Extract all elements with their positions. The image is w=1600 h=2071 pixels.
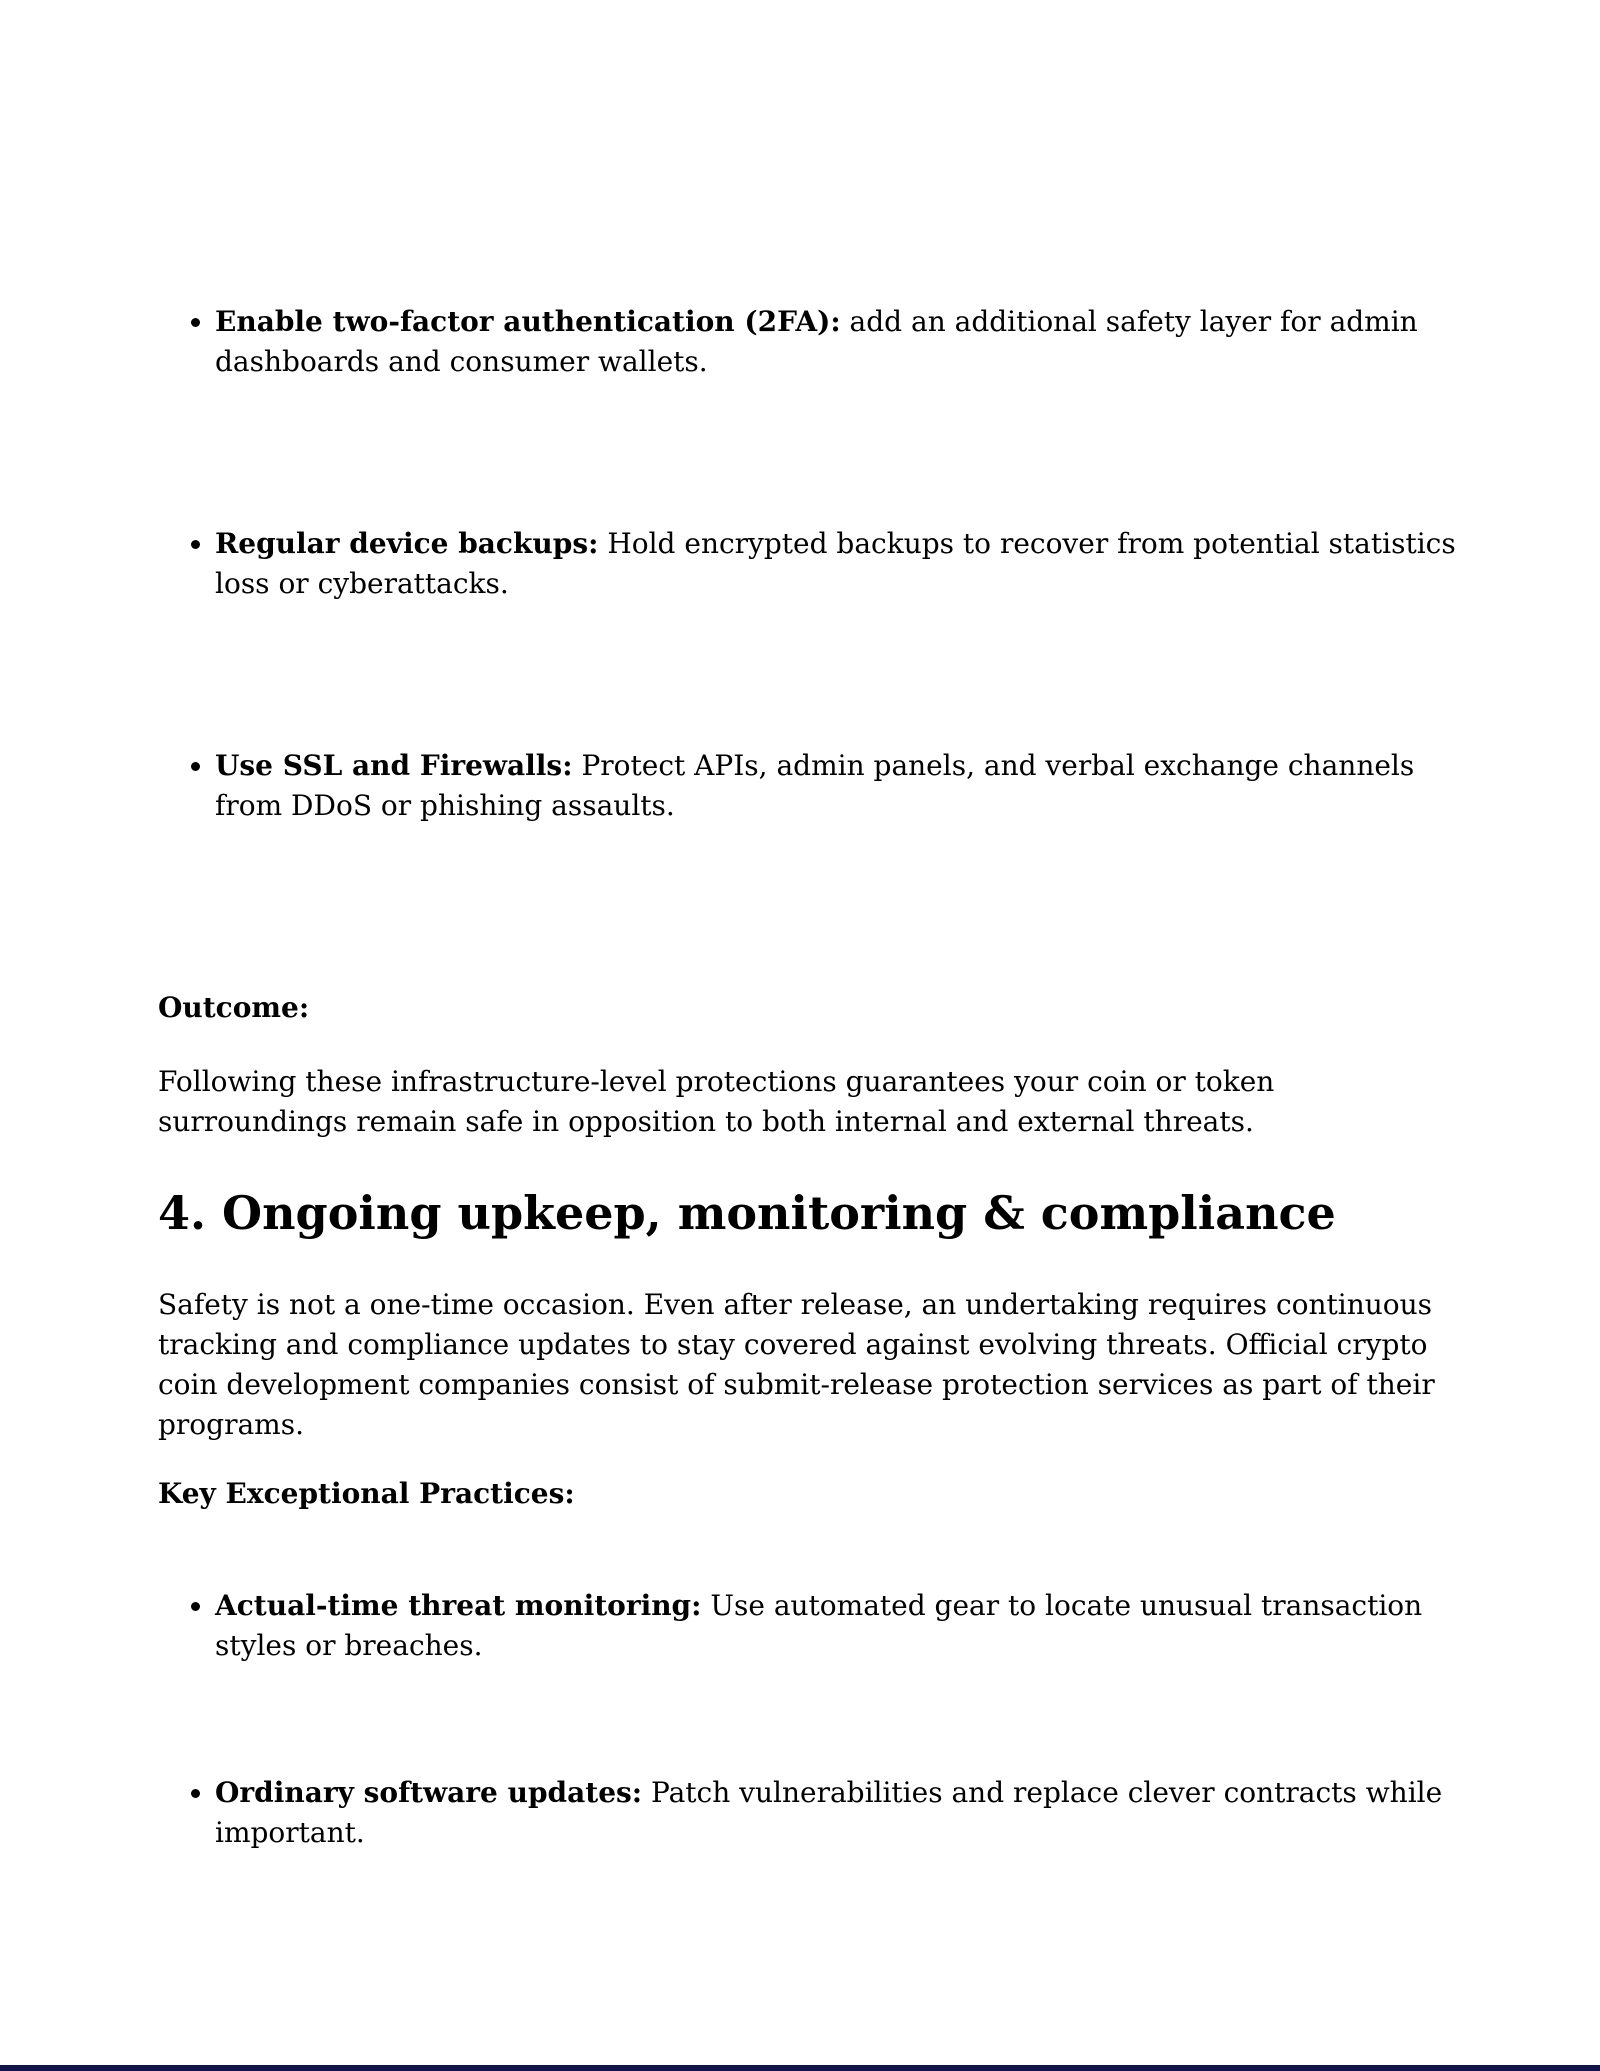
practices-heading: Key Exceptional Practices: [158, 1477, 575, 1510]
security-practices-list [158, 302, 1468, 826]
list-item-bold-label: Ordinary software updates: [215, 1776, 643, 1809]
list-item-bold-label: Actual-time threat monitoring: [215, 1589, 702, 1622]
list-item [215, 1586, 1465, 1666]
outcome-heading: Outcome: [158, 991, 310, 1024]
list-item-text: add an additional safety layer for admin dashboards and consumer wallets. [215, 305, 1418, 378]
list-item-text: Protect APIs, admin panels, and verbal exchange channels from DDoS or phishing assaults. [215, 749, 1415, 822]
list-item [215, 524, 1465, 604]
list-item [215, 1773, 1465, 1853]
list-item-text: Hold encrypted backups to recover from potential statistics loss or cyberattacks. [215, 527, 1456, 600]
section-heading: 4. Ongoing upkeep, monitoring & compliance [158, 1186, 1336, 1240]
list-item-text: Patch vulnerabilities and replace clever contracts while important. [215, 1776, 1443, 1849]
list-item [215, 302, 1465, 382]
key-practices-list [158, 1586, 1468, 1853]
outcome-paragraph: Following these infrastructure-level protections guarantees your coin or token surroundings remain safe in opposition to both internal and external threats. [158, 1065, 1275, 1138]
document-content [158, 0, 1468, 1853]
list-item-text: Use automated gear to locate unusual transaction styles or breaches. [215, 1589, 1423, 1662]
page-bottom-divider [0, 2065, 1600, 2071]
list-item [215, 746, 1465, 826]
list-item-bold-label: Use SSL and Firewalls: [215, 749, 573, 782]
list-item-bold-label: Enable two-factor authentication (2FA): [215, 305, 841, 338]
list-item-bold-label: Regular device backups: [215, 527, 599, 560]
section-paragraph: Safety is not a one-time occasion. Even after release, an undertaking requires continuous tracking and compliance updates to stay covered against evolving threats. Official crypto coin development companies consist of submit-release protection services as part of their programs. [158, 1288, 1435, 1441]
